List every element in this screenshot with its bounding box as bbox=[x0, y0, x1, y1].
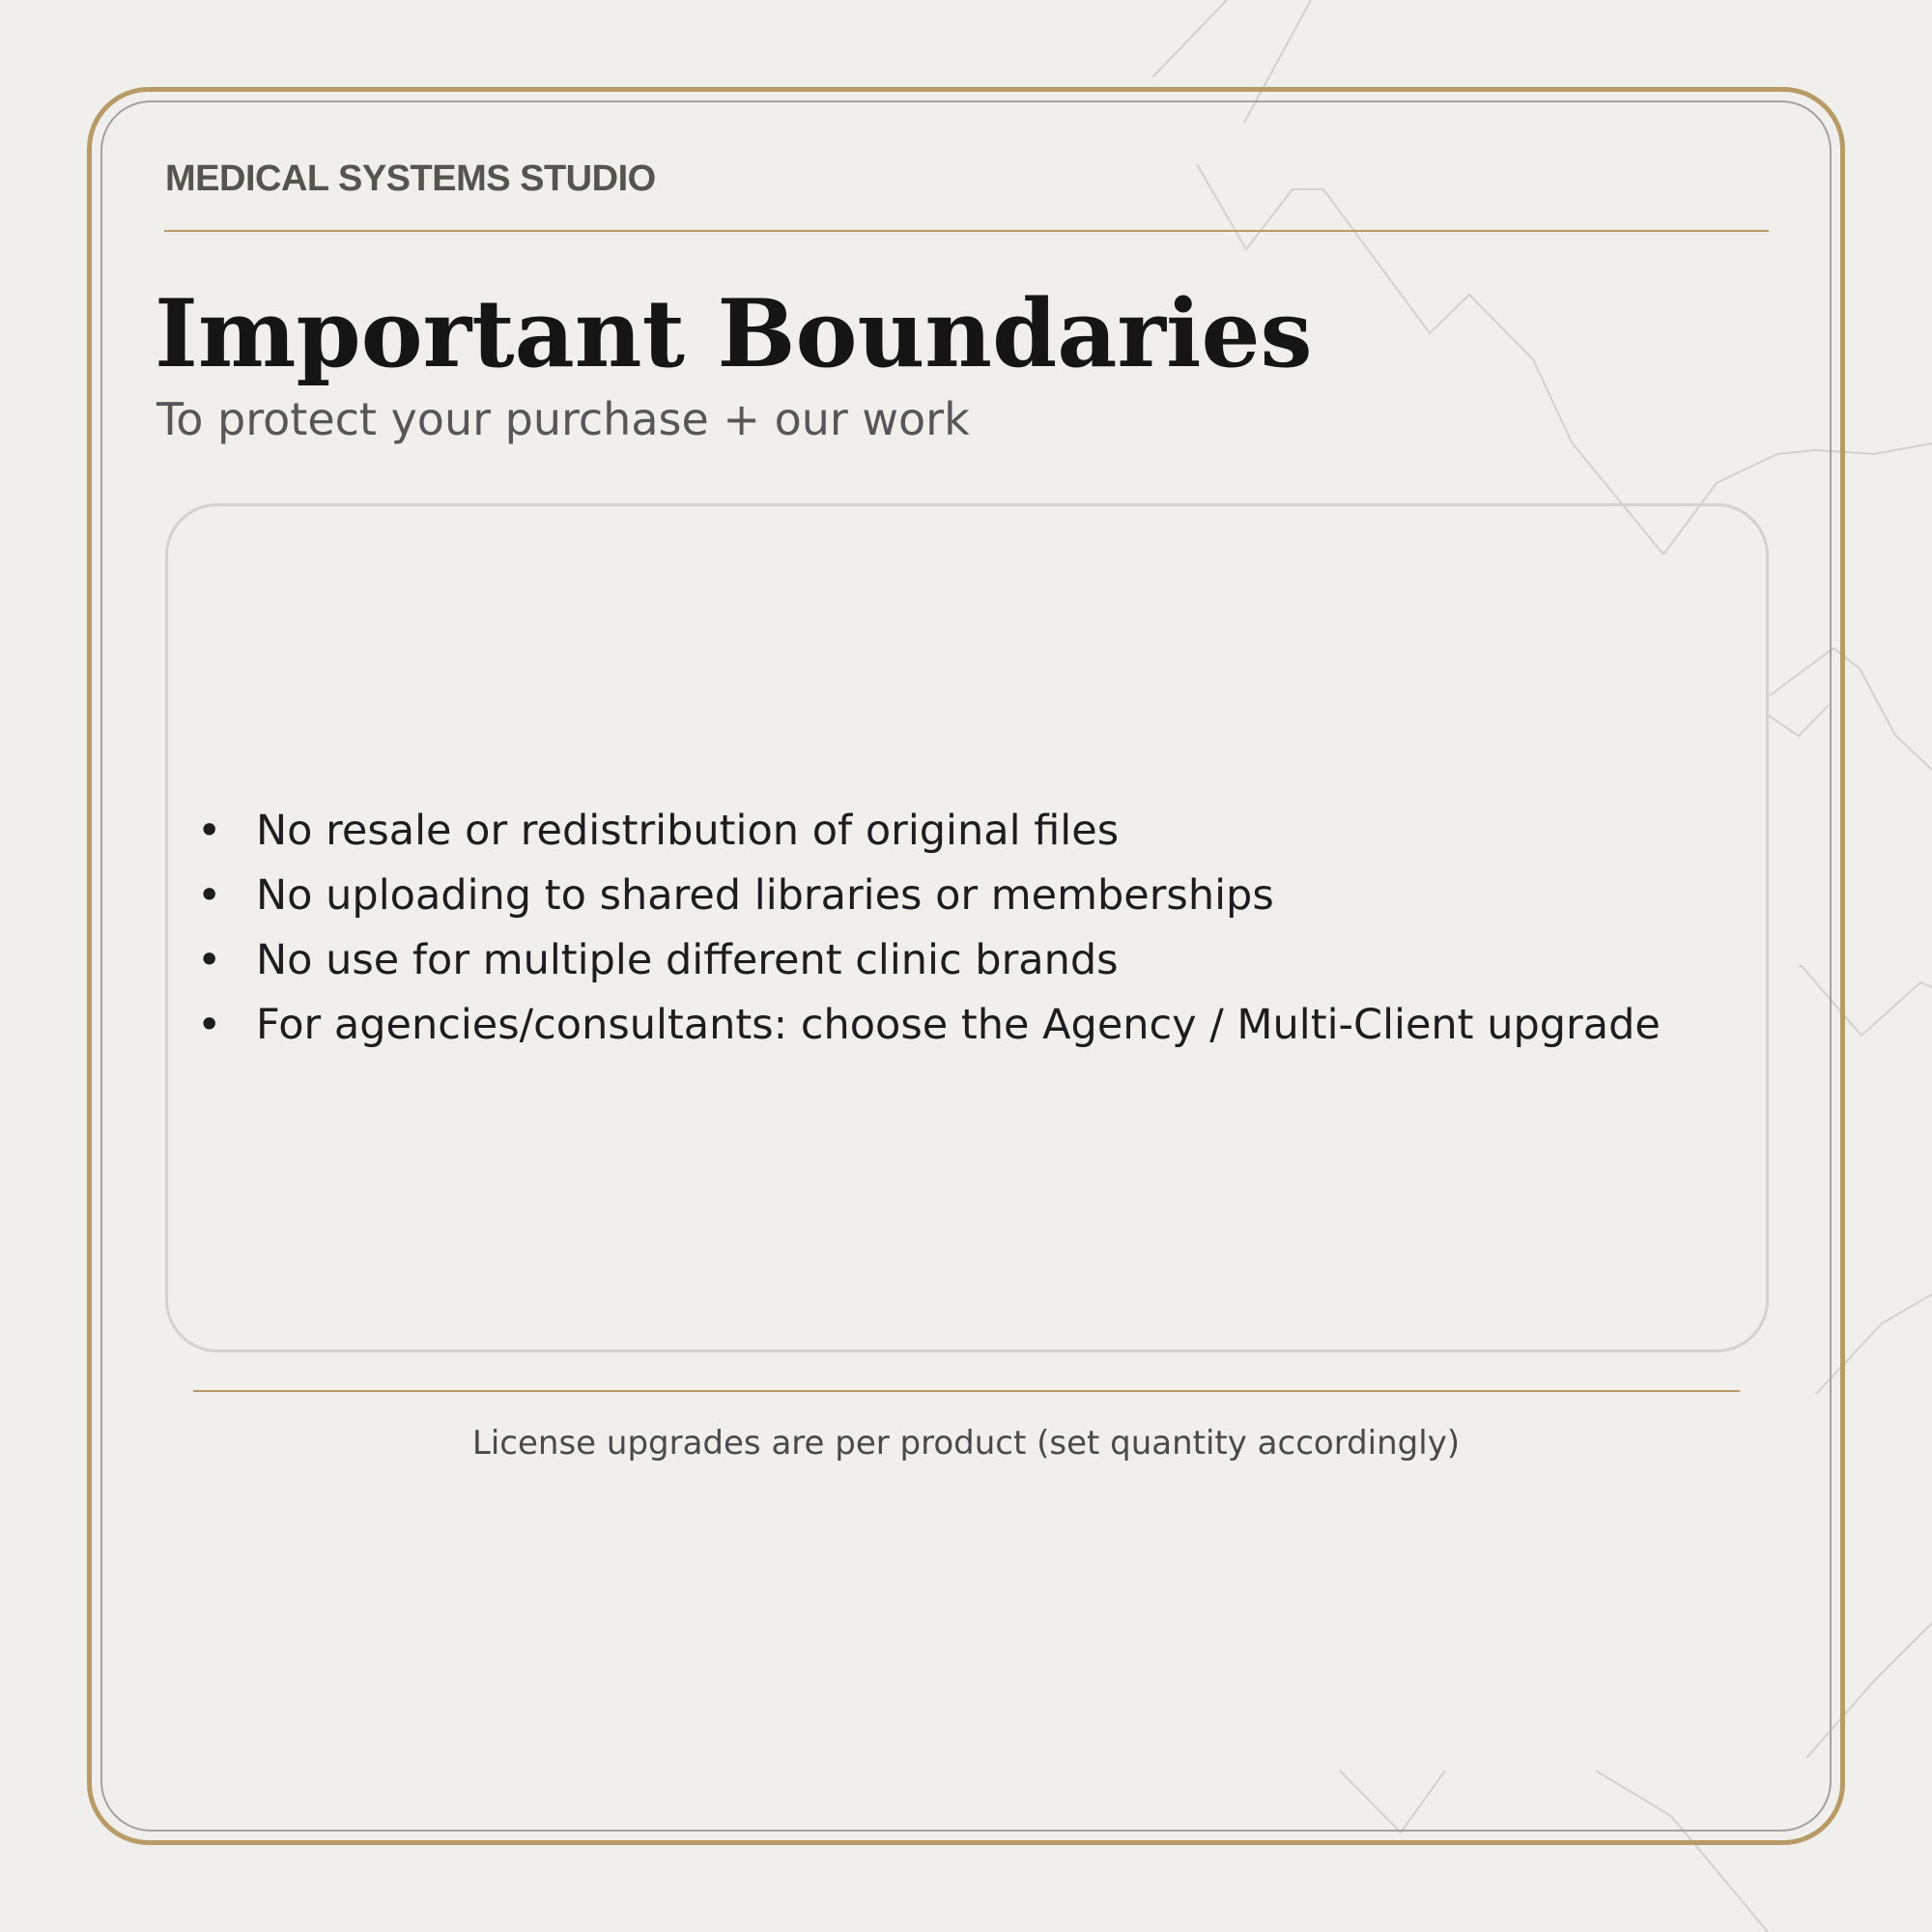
footer-divider bbox=[193, 1390, 1740, 1392]
brand-name: MEDICAL SYSTEMS STUDIO bbox=[165, 158, 656, 199]
bullet-icon: • bbox=[197, 806, 222, 855]
header-divider bbox=[164, 230, 1769, 232]
boundaries-list bbox=[168, 799, 1661, 1058]
boundary-text: No resale or redistribution of original files bbox=[256, 806, 1120, 855]
boundary-text: No uploading to shared libraries or memberships bbox=[256, 870, 1274, 920]
boundaries-card bbox=[165, 503, 1769, 1352]
boundary-text: No use for multiple different clinic brands bbox=[256, 935, 1119, 984]
boundary-text: For agencies/consultants: choose the Agency / Multi-Client upgrade bbox=[256, 1000, 1661, 1049]
license-footnote: License upgrades are per product (set quantity accordingly) bbox=[471, 1424, 1461, 1463]
list-item bbox=[197, 928, 1661, 993]
list-item bbox=[197, 993, 1661, 1058]
bullet-icon: • bbox=[197, 870, 222, 920]
page-subtitle: To protect your purchase + our work bbox=[156, 393, 970, 445]
bullet-icon: • bbox=[197, 935, 222, 984]
list-item bbox=[197, 864, 1661, 928]
bullet-icon: • bbox=[197, 1000, 222, 1049]
list-item bbox=[197, 799, 1661, 864]
page-title: Important Boundaries bbox=[155, 279, 1313, 388]
